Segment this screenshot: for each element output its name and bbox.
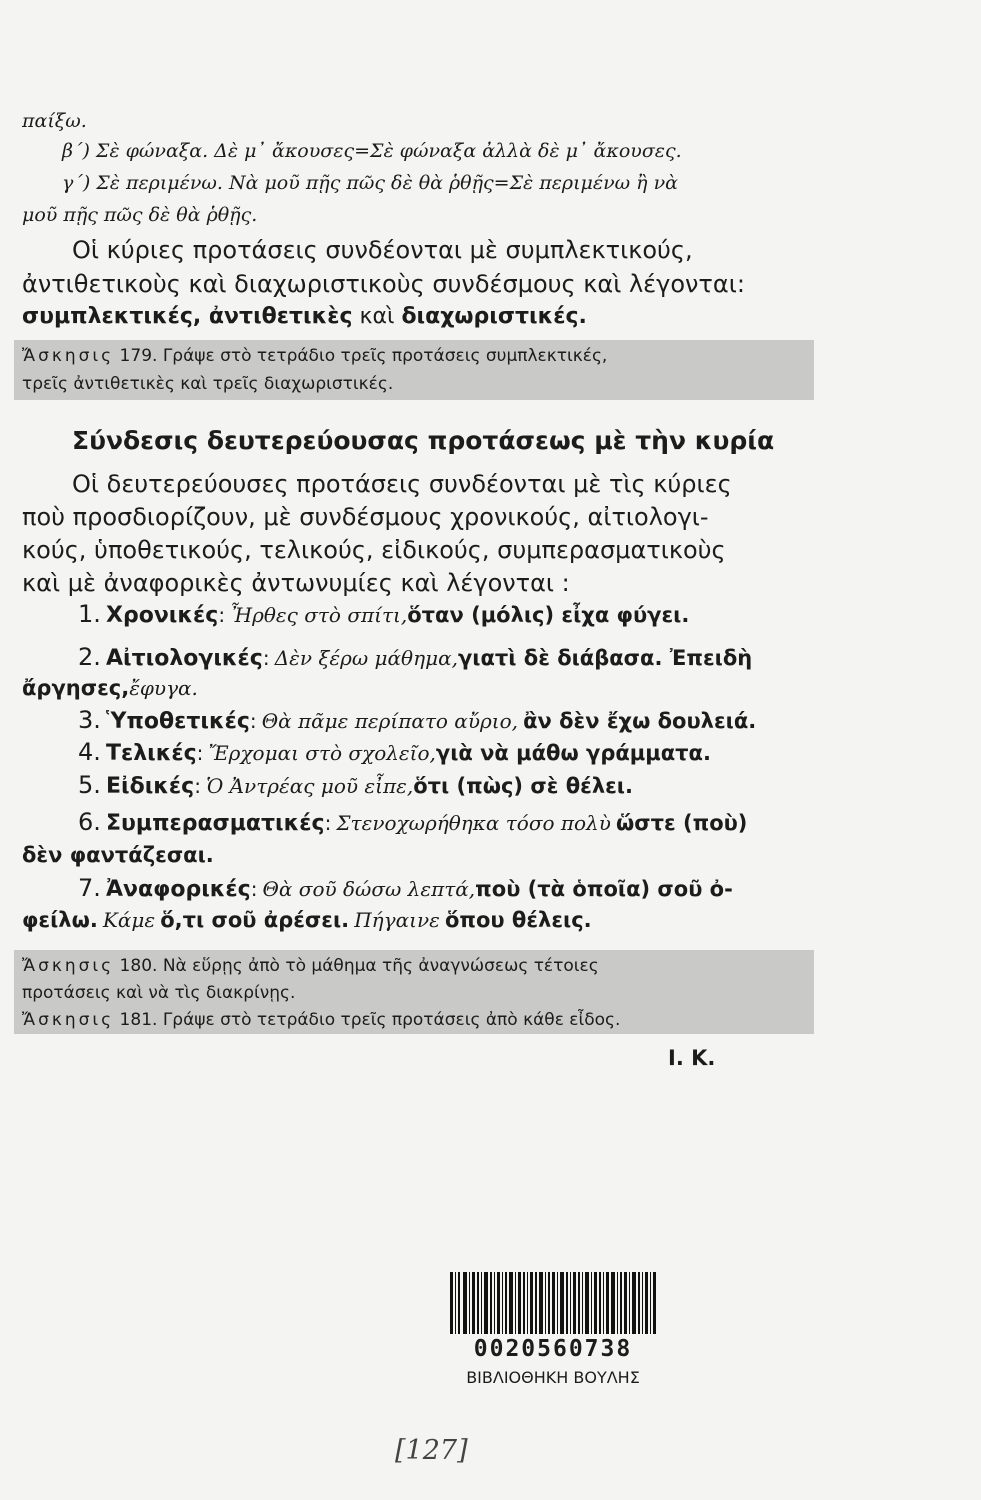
barcode-icon <box>448 1272 658 1334</box>
para2-line4: καὶ μὲ ἀναφορικὲς ἀντωνυμίες καὶ λέγονται : <box>22 569 570 597</box>
item-example-bold: ὅταν (μόλις) εἶχα φύγει. <box>407 603 690 627</box>
item-example-italic: Ὁ Ἀντρέας μοῦ εἶπε, <box>206 774 414 798</box>
term-diachoristikes: διαχωριστικές. <box>401 304 587 329</box>
item-label: Τελικές <box>106 741 197 766</box>
exercise-181-label: Ἄσκησις <box>22 1010 115 1030</box>
item-example-italic: Δὲν ξέρω μάθημα, <box>274 646 458 670</box>
item-label: Ὑποθετικές <box>106 709 250 734</box>
section-heading: Σύνδεσις δευτερεύουσας προτάσεως μὲ τὴν κυρία <box>72 426 775 455</box>
item-example-italic: Θὰ πᾶμε περίπατο αὔριο, <box>261 709 518 733</box>
library-barcode <box>444 1272 662 1387</box>
para2-line1: Οἱ δευτερεύουσες προτάσεις συνδέονται μὲ τὶς κύριες <box>72 470 732 498</box>
item-number: 2. <box>78 643 101 671</box>
barcode-number: 0020560738 <box>473 1336 633 1362</box>
exercise-180-line2: προτάσεις καὶ νὰ τὶς διακρίνῃς. <box>22 983 296 1003</box>
item-example-bold: φείλω. <box>22 908 98 932</box>
item-example-bold: ἂν δὲν ἔχω δουλειά. <box>523 709 757 733</box>
item-2-continuation <box>22 678 821 699</box>
exercise-181-line <box>22 1012 821 1029</box>
exercise-179-line1 <box>22 348 821 365</box>
exercise-180-text: 180. Νὰ εὕρῃς ἀπὸ τὸ μάθημα τῆς ἀναγνώσεως τέτοιες <box>114 956 599 976</box>
item-example-bold: γιὰ νὰ μάθω γράμματα. <box>435 741 711 765</box>
item-7-continuation <box>22 910 821 931</box>
para2-line3: κούς, ὑποθετικούς, τελικούς, εἰδικούς, συμπερασματικοὺς <box>22 536 726 564</box>
item-colon: : <box>324 811 332 835</box>
exercise-180-label: Ἄσκησις <box>22 956 115 976</box>
exercise-179-text: 179. Γράψε στὸ τετράδιο τρεῖς προτάσεις συμπλεκτικές, <box>114 346 608 366</box>
para1-line2: ἀντιθετικοὺς καὶ διαχωριστικοὺς συνδέσμους καὶ λέγονται: <box>22 270 745 298</box>
item-example-italic: Στενοχωρήθηκα τόσο πολὺ <box>336 811 611 835</box>
item-6 <box>78 810 821 835</box>
page-number: [127] <box>395 1435 468 1466</box>
item-colon: : <box>249 709 257 733</box>
item-number: 6. <box>78 808 101 836</box>
item-label: Χρονικές <box>106 603 219 628</box>
example-gamma-line1: γ΄) Σὲ περιμένω. Νὰ μοῦ πῇς πῶς δὲ θὰ ῥθῇς=Σὲ περιμένω ἢ νὰ <box>62 172 678 194</box>
item-3 <box>78 708 821 733</box>
item-example-italic: Ἔρχομαι στὸ σχολεῖο, <box>208 741 436 765</box>
item-example-italic: ἔφυγα. <box>129 676 198 700</box>
item-7 <box>78 876 821 901</box>
term-symplektikes-antithetikes: συμπλεκτικές, ἀντιθετικὲς <box>22 304 353 329</box>
item-number: 7. <box>78 874 101 902</box>
item-1 <box>78 602 821 627</box>
exercise-179-label: Ἄσκησις <box>22 346 115 366</box>
item-example-bold: γιατὶ δὲ διάβασα. Ἐπειδὴ <box>457 646 753 670</box>
example-gamma-line2: μοῦ πῇς πῶς δὲ θὰ ῥθῇς. <box>22 204 258 226</box>
exercise-180-line1 <box>22 958 821 975</box>
item-example-bold: ὅπου θέλεις. <box>444 908 592 932</box>
para1-line3 <box>22 306 821 328</box>
item-number: 4. <box>78 738 101 766</box>
item-label: Εἰδικές <box>106 774 195 799</box>
para2-line2: ποὺ προσδιορίζουν, μὲ συνδέσμους χρονικούς, αἰτιολογι- <box>22 503 709 531</box>
item-label: Αἰτιολογικές <box>106 646 263 671</box>
author-initials: Ι. Κ. <box>668 1046 716 1070</box>
item-example-bold: δὲν φαντάζεσαι. <box>22 843 214 867</box>
item-6-continuation <box>22 845 821 866</box>
item-colon: : <box>218 603 226 627</box>
top-fragment: παίξω. <box>22 110 87 132</box>
item-colon: : <box>250 877 258 901</box>
conj-kai: καὶ <box>352 304 402 329</box>
exercise-181-text: 181. Γράψε στὸ τετράδιο τρεῖς προτάσεις ἀπὸ κάθε εἶδος. <box>114 1010 621 1030</box>
item-2 <box>78 645 821 670</box>
item-example-italic: Ἦρθες στὸ σπίτι, <box>230 603 408 627</box>
item-example-bold: ποὺ (τὰ ὁποῖα) σοῦ ὀ- <box>475 877 733 901</box>
example-beta: β΄) Σὲ φώναξα. Δὲ μ᾿ ἄκουσες=Σὲ φώναξα ἀλλὰ δὲ μ᾿ ἄκουσες. <box>62 140 682 162</box>
item-5 <box>78 773 821 798</box>
item-label: Ἀναφορικές <box>106 877 251 902</box>
item-colon: : <box>262 646 270 670</box>
item-number: 5. <box>78 771 101 799</box>
item-example-bold: ὥστε (ποὺ) <box>615 811 748 835</box>
item-example-bold: ὅτι (πὼς) σὲ θέλει. <box>413 774 633 798</box>
item-label: Συμπερασματικές <box>106 811 325 836</box>
item-number: 1. <box>78 600 101 628</box>
item-colon: : <box>196 741 204 765</box>
item-example-italic: Κάμε <box>102 908 156 932</box>
library-name: ΒΙΒΛΙΟΘΗΚΗ ΒΟΥΛΗΣ <box>466 1368 640 1387</box>
item-number: 3. <box>78 706 101 734</box>
item-colon: : <box>194 774 201 798</box>
item-example-italic: Πήγαινε <box>354 908 440 932</box>
item-example-bold: ἄργησες, <box>22 676 130 700</box>
exercise-179-line2: τρεῖς ἀντιθετικὲς καὶ τρεῖς διαχωριστικές. <box>22 374 394 394</box>
para1-line1: Οἱ κύριες προτάσεις συνδέονται μὲ συμπλεκτικούς, <box>72 236 693 264</box>
item-4 <box>78 740 821 765</box>
item-example-bold: ὅ,τι σοῦ ἀρέσει. <box>160 908 350 932</box>
item-example-italic: Θὰ σοῦ δώσω λεπτά, <box>262 877 476 901</box>
